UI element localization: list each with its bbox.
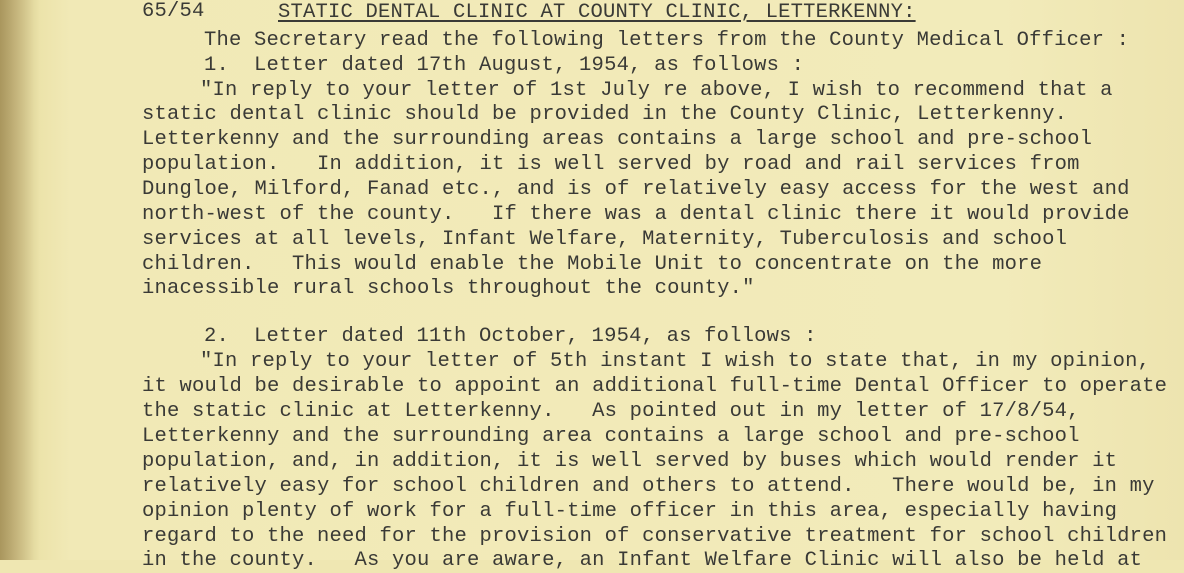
letter2-line: "In reply to your letter of 5th instant I wish to state that, in my opinion, [200, 350, 1151, 373]
letter2-line: in the county. As you are aware, an Infant Welfare Clinic will also be held at [142, 549, 1143, 572]
letter1-line: Dungloe, Milford, Fanad etc., and is of relatively easy access for the west and [142, 178, 1130, 201]
letter1-line: north-west of the county. If there was a dental clinic there it would provide [142, 203, 1130, 226]
minute-reference: 65/54 [142, 0, 205, 23]
binding-shadow [0, 0, 40, 560]
letter1-line: Letterkenny and the surrounding areas contains a large school and pre-school [142, 128, 1093, 151]
letter1-line: services at all levels, Infant Welfare, Maternity, Tuberculosis and school [142, 228, 1068, 251]
letter2-line: it would be desirable to appoint an additional full-time Dental Officer to operate [142, 375, 1168, 398]
letter1-line: static dental clinic should be provided in the County Clinic, Letterkenny. [142, 103, 1068, 126]
letter1-line: inacessible rural schools throughout the county." [142, 277, 755, 300]
letter2-line: opinion plenty of work for a full-time officer in this area, especially having [142, 500, 1118, 523]
letter2-line: relatively easy for school children and others to attend. There would be, in my [142, 475, 1155, 498]
letter1-heading: 1. Letter dated 17th August, 1954, as follows : [204, 54, 805, 77]
intro-line: The Secretary read the following letters from the County Medical Officer : [204, 29, 1130, 52]
letter1-line: children. This would enable the Mobile Unit to concentrate on the more [142, 253, 1043, 276]
letter2-line: Letterkenny and the surrounding area contains a large school and pre-school [142, 425, 1080, 448]
letter2-heading: 2. Letter dated 11th October, 1954, as follows : [204, 325, 817, 348]
section-title: STATIC DENTAL CLINIC AT COUNTY CLINIC, LETTERKENNY: [278, 1, 916, 24]
letter2-line: regard to the need for the provision of conservative treatment for school children [142, 525, 1168, 548]
letter1-line: population. In addition, it is well served by road and rail services from [142, 153, 1080, 176]
letter2-line: the static clinic at Letterkenny. As pointed out in my letter of 17/8/54, [142, 400, 1080, 423]
letter1-line: "In reply to your letter of 1st July re above, I wish to recommend that a [200, 79, 1113, 102]
letter2-line: population, and, in addition, it is well served by buses which would render it [142, 450, 1118, 473]
